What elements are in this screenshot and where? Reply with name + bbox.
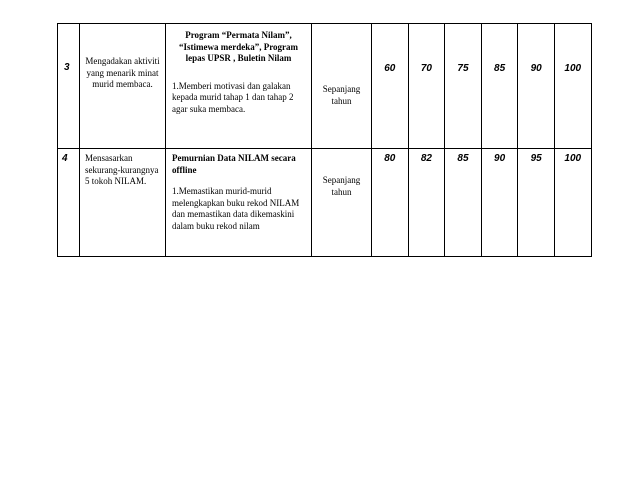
target-value: 75 [457,63,469,74]
program-cell [166,149,312,257]
program-detail: 1.Memberi motivasi dan galakan kepada murid tahap 1 dan tahap 2 agar suka membaca. [172,80,294,114]
target-value: 82 [420,153,432,164]
target-value: 70 [420,63,432,74]
target-cell [372,24,409,149]
program-title: Pemurnian Data NILAM secara offline [172,153,296,175]
target-cell [408,24,445,149]
target-cell [518,24,555,149]
target-cell [481,149,518,257]
target-cell [518,149,555,257]
target-cell [445,149,482,257]
time-cell [312,24,372,149]
row-number: 3 [64,62,70,73]
target-value: 100 [564,153,582,164]
program-cell [166,24,312,149]
target-value: 85 [457,153,469,164]
target-value: 60 [384,63,396,74]
row-number: 4 [62,153,68,164]
activity-text: Mengadakan aktiviti yang menarik minat murid membaca. [85,56,160,89]
table-row [58,24,592,149]
target-value: 80 [384,153,396,164]
target-value: 85 [494,63,506,74]
target-cell [481,24,518,149]
table-row [58,149,592,257]
activity-cell [80,24,166,149]
target-cell [554,24,591,149]
target-cell [408,149,445,257]
program-title: Program “Permata Nilam”, “Istimewa merdeka”, Program lepas UPSR , Buletin Nilam [178,30,299,63]
target-cell [372,149,409,257]
row-number-cell [58,24,80,149]
time-text: Sepanjang tahun [322,84,361,106]
target-value: 90 [530,63,542,74]
target-cell [445,24,482,149]
target-value: 95 [530,153,542,164]
target-value: 100 [564,63,582,74]
target-value: 90 [494,153,506,164]
program-table [57,23,592,257]
target-cell [554,149,591,257]
row-number-cell [58,149,80,257]
time-text: Sepanjang tahun [322,175,361,197]
activity-text: Mensasarkan sekurang-kurangnya 5 tokoh NILAM. [85,153,159,186]
program-detail: 1.Memastikan murid-murid melengkapkan buku rekod NILAM dan memastikan data dikemaskini dalam buku rekod nilam [172,186,300,231]
activity-cell [80,149,166,257]
time-cell [312,149,372,257]
